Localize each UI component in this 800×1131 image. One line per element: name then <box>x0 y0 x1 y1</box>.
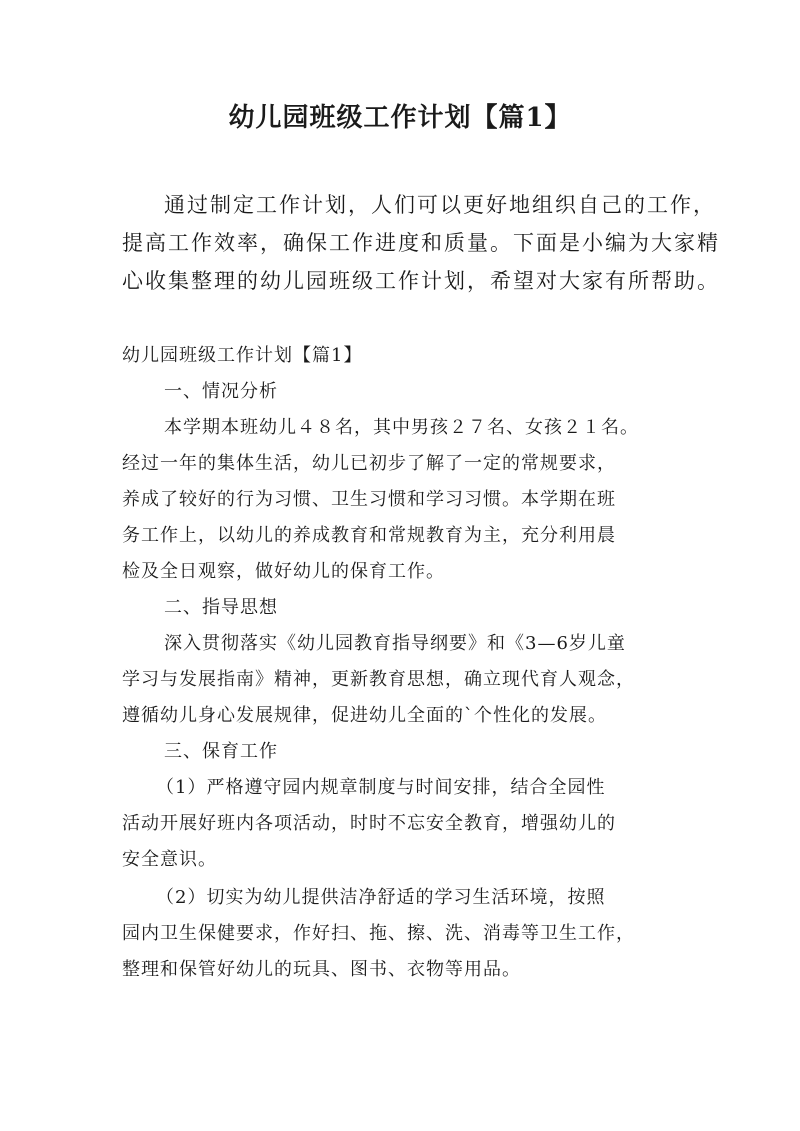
paragraph-line: （1）严格遵守园内规章制度与时间安排，结合全园性 <box>156 777 606 798</box>
paragraph-line: 安全意识。 <box>122 849 217 870</box>
situation-paragraph <box>122 410 682 590</box>
paragraph-line: 整理和保管好幼儿的玩具、图书、衣物等用品。 <box>122 959 521 980</box>
paragraph-line: 本学期本班幼儿４８名，其中男孩２７名、女孩２１名。 <box>164 417 639 438</box>
paragraph-line: 活动开展好班内各项活动，时时不忘安全教育，增强幼儿的 <box>122 813 616 834</box>
guiding-paragraph <box>122 626 682 734</box>
paragraph-line: 深入贯彻落实《幼儿园教育指导纲要》和《3—6岁儿童 <box>164 633 626 654</box>
section-subtitle: 幼儿园班级工作计划【篇1】 <box>122 345 363 366</box>
intro-line: 通过制定工作计划，人们可以更好地组织自己的工作， <box>164 193 716 217</box>
paragraph-line: 检及全日观察，做好幼儿的保育工作。 <box>122 561 445 582</box>
paragraph-line: （2）切实为幼儿提供洁净舒适的学习生活环境，按照 <box>156 887 606 908</box>
paragraph-line: 经过一年的集体生活，幼儿已初步了解了一定的常规要求， <box>122 453 616 474</box>
section-heading-guiding: 二、指导思想 <box>164 597 278 618</box>
document-body <box>122 338 682 988</box>
care-paragraph-2 <box>122 880 682 988</box>
section-heading-care: 三、保育工作 <box>164 741 278 762</box>
intro-line: 提高工作效率，确保工作进度和质量。下面是小编为大家精 <box>122 231 720 255</box>
paragraph-line: 养成了较好的行为习惯、卫生习惯和学习习惯。本学期在班 <box>122 489 616 510</box>
section-heading-situation: 一、情况分析 <box>164 381 278 402</box>
paragraph-line: 务工作上，以幼儿的养成教育和常规教育为主，充分利用晨 <box>122 525 616 546</box>
intro-line: 心收集整理的幼儿园班级工作计划，希望对大家有所帮助。 <box>122 269 720 293</box>
intro-paragraph <box>122 186 720 300</box>
document-title: 幼儿园班级工作计划【篇1】 <box>228 103 572 133</box>
paragraph-line: 园内卫生保健要求，作好扫、拖、擦、洗、消毒等卫生工作， <box>122 923 635 944</box>
paragraph-line: 遵循幼儿身心发展规律，促进幼儿全面的`个性化的发展。 <box>122 705 607 726</box>
care-paragraph-1 <box>122 770 682 878</box>
paragraph-line: 学习与发展指南》精神，更新教育思想，确立现代育人观念， <box>122 669 635 690</box>
